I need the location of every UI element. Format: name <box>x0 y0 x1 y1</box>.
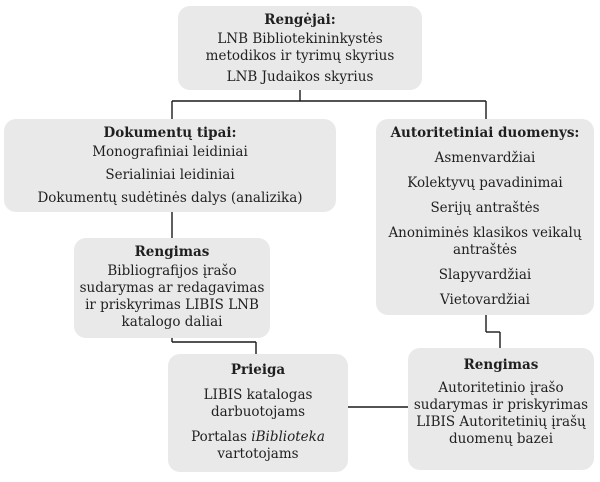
rengejai-line: LNB Judaikos skyrius <box>226 69 374 85</box>
autoritetiniai-item: antraštės <box>453 242 517 258</box>
autoritetiniai-item: Serijų antraštės <box>430 200 540 216</box>
prieiga-item-line: vartotojams <box>217 446 299 462</box>
prieiga-portal-prefix: Portalas <box>191 429 252 445</box>
rengimas-bibliografinis-box <box>74 238 270 338</box>
prieiga-box <box>168 354 348 472</box>
rengimas-bibliografinis-line: katalogo daliai <box>121 314 223 330</box>
rengejai-box <box>178 6 422 90</box>
rengimas-autoritetinis-line: sudarymas ir priskyrimas <box>413 397 589 413</box>
rengimas-bibliografinis-line: Bibliografijos įrašo <box>107 263 237 279</box>
rengimas-bibliografinis-line: sudarymas ar redagavimas <box>79 280 265 296</box>
rengimas-autoritetinis-line: LIBIS Autoritetinių įrašų <box>416 414 586 430</box>
dokumentu-tipai-item: Serialiniai leidiniai <box>105 167 235 183</box>
dokumentu-tipai-title: Dokumentų tipai: <box>103 125 237 141</box>
dokumentu-tipai-item: Monografiniai leidiniai <box>92 144 248 160</box>
prieiga-portal-name: iBiblioteka <box>251 429 325 445</box>
autoritetiniai-item: Asmenvardžiai <box>434 150 536 166</box>
autoritetiniai-item: Vietovardžiai <box>440 292 530 308</box>
prieiga-item-line: darbuotojams <box>210 404 306 420</box>
prieiga-item-line: LIBIS katalogas <box>203 387 313 403</box>
rengejai-line: LNB Bibliotekininkystės <box>217 31 383 47</box>
prieiga-title: Prieiga <box>230 362 286 378</box>
rengimas-bibliografinis-line: ir priskyrimas LIBIS LNB <box>85 297 259 313</box>
autoritetiniai-item: Kolektyvų pavadinimai <box>407 175 563 191</box>
autoritetiniai-title: Autoritetiniai duomenys: <box>390 125 580 141</box>
rengejai-title: Rengėjai: <box>264 12 336 28</box>
rengimas-autoritetinis-line: Autoritetinio įrašo <box>438 380 564 396</box>
rengimas-bibliografinis-title: Rengimas <box>134 244 210 260</box>
autoritetiniai-item: Slapyvardžiai <box>438 267 532 283</box>
rengimas-autoritetinis-box <box>408 348 594 470</box>
dokumentu-tipai-item: Dokumentų sudėtinės dalys (analizika) <box>37 190 303 206</box>
rengimas-autoritetinis-title: Rengimas <box>463 357 539 373</box>
dokumentu-tipai-box <box>4 119 336 212</box>
autoritetiniai-item: Anoniminės klasikos veikalų <box>388 225 582 241</box>
rengimas-autoritetinis-line: duomenų bazei <box>448 431 554 447</box>
rengejai-line: metodikos ir tyrimų skyrius <box>205 48 395 64</box>
prieiga-portal-line <box>168 429 348 446</box>
autoritetiniai-box <box>376 119 594 315</box>
